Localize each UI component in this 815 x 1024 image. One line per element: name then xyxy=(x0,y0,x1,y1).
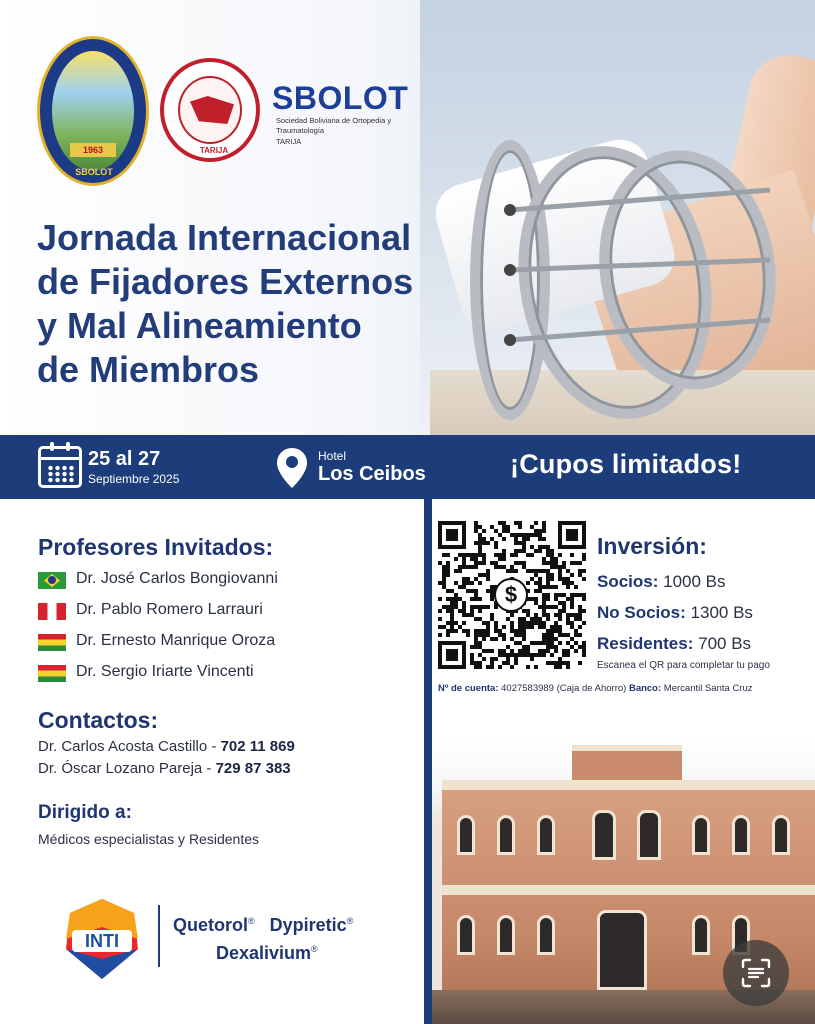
building-window xyxy=(637,810,661,860)
audience-heading: Dirigido a: xyxy=(38,802,132,823)
price-row xyxy=(597,634,751,654)
bank-label: Banco: xyxy=(628,683,662,694)
professor-name: Dr. Sergio Iriarte Vincenti xyxy=(76,663,254,680)
hero-section xyxy=(0,0,815,435)
price-label: Residentes: xyxy=(597,634,694,653)
building-window xyxy=(537,815,555,855)
building-window xyxy=(597,910,647,990)
map-shape-icon xyxy=(190,96,234,124)
calendar-ring xyxy=(66,442,70,451)
event-dates: 25 al 27 xyxy=(88,448,161,470)
registered-mark: ® xyxy=(311,944,318,954)
contact-name: Dr. Óscar Lozano Pareja - xyxy=(38,760,216,777)
event-month: Septiembre 2025 xyxy=(88,472,180,486)
colegio-seal-inner xyxy=(178,76,242,144)
price-value: 1300 Bs xyxy=(690,603,753,622)
price-row xyxy=(597,603,753,623)
brand-dexalivium: Dexalivium xyxy=(216,943,312,963)
contact-name: Dr. Carlos Acosta Castillo - xyxy=(38,738,221,755)
building-window xyxy=(537,915,555,955)
bolivia-flag-icon xyxy=(38,665,66,682)
building-window xyxy=(692,815,710,855)
price-label: Socios: xyxy=(597,572,659,591)
title-line: y Mal Alineamiento xyxy=(37,305,362,346)
building-cornice xyxy=(442,885,815,895)
audience-text: Médicos especialistas y Residentes xyxy=(38,831,259,847)
professor-item xyxy=(38,630,418,652)
professors-heading: Profesores Invitados: xyxy=(38,534,274,560)
professor-name: Dr. Ernesto Manrique Oroza xyxy=(76,632,276,649)
scan-text-icon xyxy=(741,958,771,988)
fixator-rods xyxy=(470,150,800,410)
building-window xyxy=(732,815,750,855)
dollar-icon: $ xyxy=(494,578,528,612)
investment-heading: Inversión: xyxy=(597,533,707,559)
qr-finder-pattern xyxy=(438,641,466,669)
title-line: de Fijadores Externos xyxy=(37,261,414,302)
building-window xyxy=(457,815,475,855)
calendar-icon xyxy=(38,446,82,488)
building-window xyxy=(497,815,515,855)
account-label: Nº de cuenta: xyxy=(438,683,499,694)
contact-item xyxy=(38,760,291,777)
registered-mark: ® xyxy=(248,916,255,926)
contact-item xyxy=(38,738,295,755)
location-pin-icon xyxy=(276,447,308,489)
venue-label: Hotel xyxy=(318,449,347,463)
sponsor-brands-row-1 xyxy=(173,915,353,936)
sbolot-seal-name: SBOLOT xyxy=(75,167,113,177)
building-window xyxy=(592,810,616,860)
bolivia-flag-icon xyxy=(38,634,66,651)
inti-logo xyxy=(62,897,142,981)
sponsor-brands-row-2 xyxy=(216,943,318,964)
sponsor-separator xyxy=(158,905,160,967)
bank-value: Mercantil Santa Cruz xyxy=(663,683,753,694)
building-window xyxy=(772,815,790,855)
event-title xyxy=(37,216,477,392)
price-label: No Socios: xyxy=(597,603,686,622)
brazil-flag-icon xyxy=(38,572,66,589)
org-full-name: Sociedad Boliviana de Ortopedia y Traumatología xyxy=(276,116,392,135)
venue-name: Los Ceibos xyxy=(318,463,426,485)
account-value: 4027583989 (Caja de Ahorro) xyxy=(501,683,627,694)
scan-note: Escanea el QR para completar tu pago xyxy=(597,660,770,671)
building-window xyxy=(497,915,515,955)
calendar-ring xyxy=(50,442,54,451)
contact-phone[interactable]: 702 11 869 xyxy=(220,738,295,755)
colegio-medico-seal-logo xyxy=(160,58,260,162)
sbolot-seal-year: 1963 xyxy=(70,143,116,157)
contact-phone[interactable]: 729 87 383 xyxy=(215,760,291,777)
price-value: 1000 Bs xyxy=(663,572,726,591)
scan-text-button[interactable] xyxy=(723,940,789,1006)
brand-dypiretic: Dypiretic xyxy=(269,915,347,935)
peru-flag-icon xyxy=(38,603,66,620)
professor-name: Dr. Pablo Romero Larrauri xyxy=(76,601,263,618)
qr-finder-pattern xyxy=(558,521,586,549)
title-line: Jornada Internacional xyxy=(37,217,412,258)
bank-account-line xyxy=(438,683,753,694)
professor-name: Dr. José Carlos Bongiovanni xyxy=(76,570,278,587)
org-name: SBOLOT xyxy=(272,80,409,116)
building-window xyxy=(692,915,710,955)
qr-finder-pattern xyxy=(438,521,466,549)
event-info-banner xyxy=(0,435,815,499)
contacts-heading: Contactos: xyxy=(38,707,159,733)
professor-item xyxy=(38,661,418,683)
column-divider xyxy=(424,499,432,1024)
professor-item xyxy=(38,599,418,621)
brand-quetorol: Quetorol xyxy=(173,915,248,935)
price-value: 700 Bs xyxy=(698,634,752,653)
calendar-grid xyxy=(47,465,75,483)
sbolot-seal-logo xyxy=(37,36,149,186)
building-cornice xyxy=(442,780,815,790)
building-window xyxy=(457,915,475,955)
limited-spots-text: ¡Cupos limitados! xyxy=(510,449,742,479)
professor-item xyxy=(38,568,418,590)
title-line: de Miembros xyxy=(37,349,260,390)
org-city: TARIJA xyxy=(276,137,302,146)
registered-mark: ® xyxy=(346,916,354,926)
price-row xyxy=(597,572,726,592)
colegio-seal-city: TARIJA xyxy=(199,146,229,155)
inti-logo-text: INTI xyxy=(85,931,119,951)
